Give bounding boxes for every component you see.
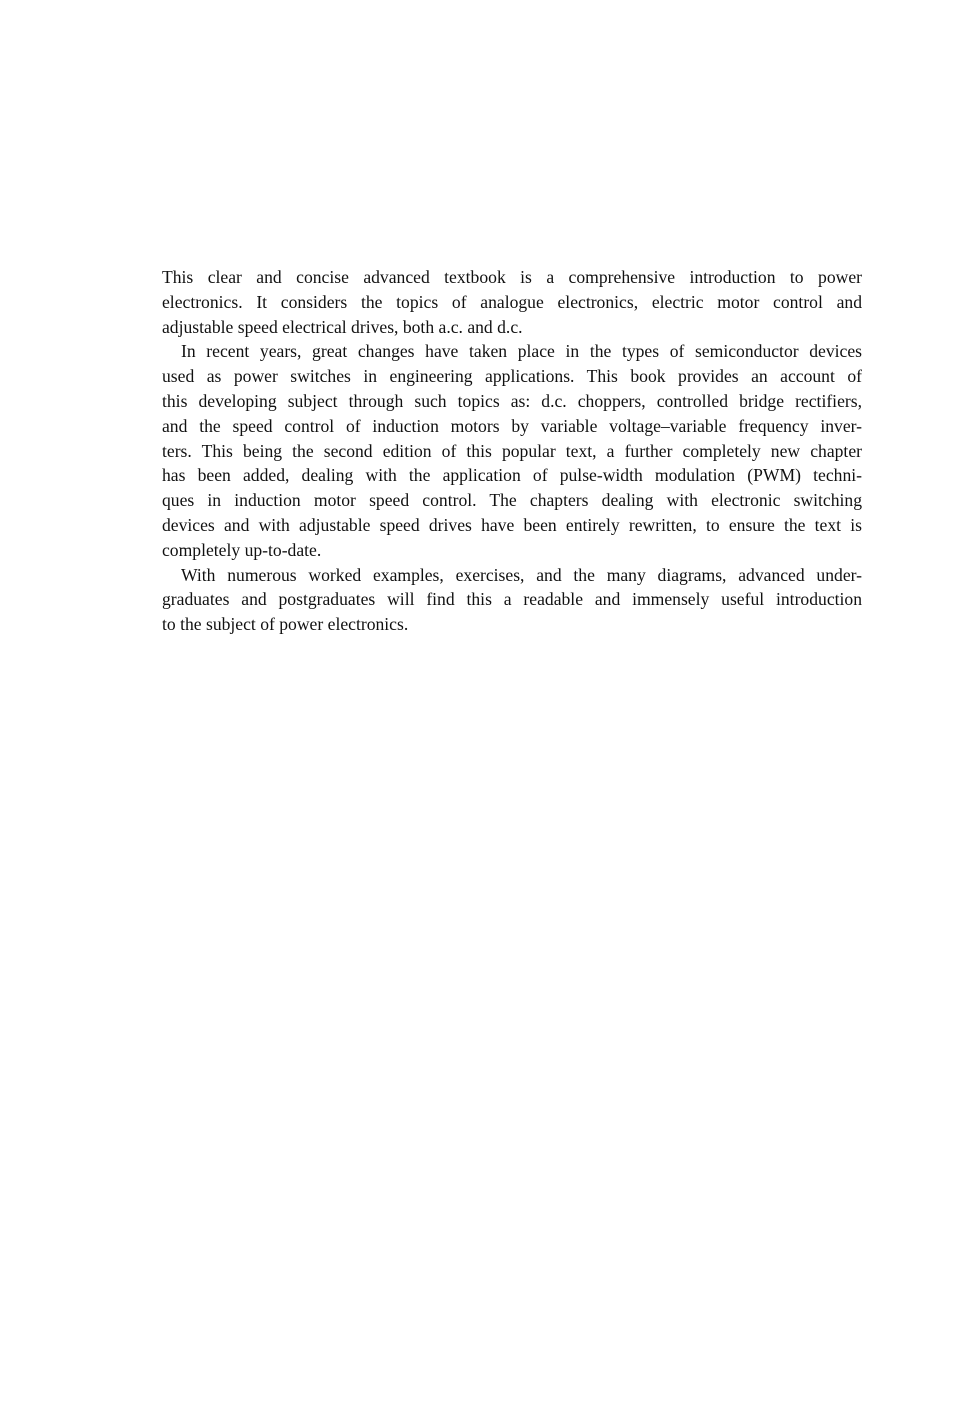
text-line: ters. This being the second edition of this popular text, a further completely new chapter [162, 440, 862, 461]
text-line: electronics. It considers the topics of analogue electronics, electric motor control and [162, 291, 862, 312]
text-line: With numerous worked examples, exercises, and the many diagrams, advanced under- [181, 564, 862, 585]
text-line: to the subject of power electronics. [162, 614, 409, 635]
text-line: completely up-to-date. [162, 539, 322, 560]
text-line: has been added, dealing with the application of pulse-width modulation (PWM) techni- [162, 465, 862, 486]
paragraph-recent-years [162, 339, 862, 562]
book-description [162, 265, 862, 637]
text-line: devices and with adjustable speed drives have been entirely rewritten, to ensure the text is [162, 514, 862, 535]
text-line: This clear and concise advanced textbook is a comprehensive introduction to power [162, 267, 862, 287]
text-line: graduates and postgraduates will find this a readable and immensely useful introduction [162, 589, 862, 610]
text-line: In recent years, great changes have taken place in the types of semiconductor devices [181, 341, 862, 362]
text-line: adjustable speed electrical drives, both a.c. and d.c. [162, 316, 523, 337]
text-line: ques in induction motor speed control. The chapters dealing with electronic switching [162, 490, 862, 511]
paragraph-intro [162, 265, 862, 339]
text-line: and the speed control of induction motors by variable voltage–variable frequency inver- [162, 415, 862, 436]
text-line: this developing subject through such topics as: d.c. choppers, controlled bridge rectifiers, [162, 390, 862, 411]
text-line: used as power switches in engineering applications. This book provides an account of [162, 366, 862, 387]
paragraph-summary [162, 563, 862, 637]
